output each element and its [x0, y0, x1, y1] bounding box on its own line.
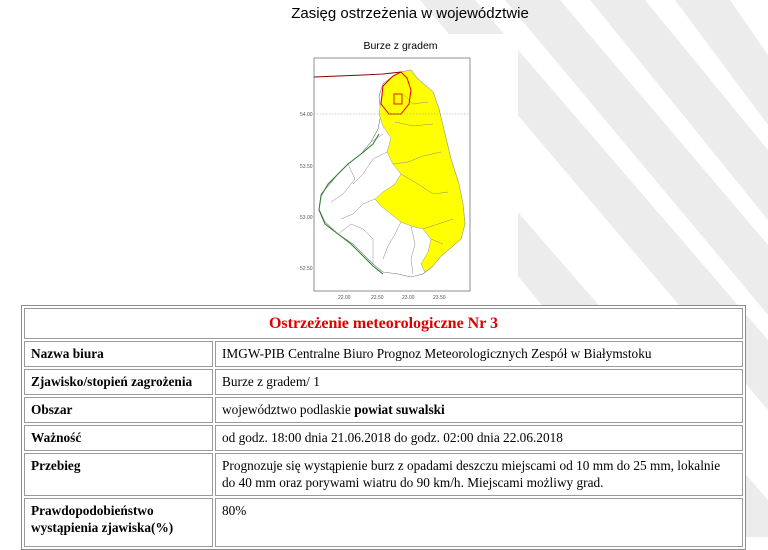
row-label: Obszar — [24, 397, 213, 423]
area-text-bold: powiat suwalski — [354, 402, 445, 417]
lon-tick: 23.50 — [433, 295, 446, 301]
map-title: Burze z gradem — [363, 40, 438, 52]
row-label: Przebieg — [24, 453, 213, 496]
row-value: Burze z gradem/ 1 — [215, 369, 743, 395]
table-row — [24, 341, 743, 367]
row-label: Ważność — [24, 425, 213, 451]
row-value: Prognozuje się wystąpienie burz z opadami deszczu miejscami od 10 mm do 25 mm, lokalnie do 40 mm oraz porywami wiatru do 90 km/h. Miejscami możliwy grad. — [215, 453, 743, 496]
lon-tick: 23.00 — [402, 295, 415, 301]
area-text: województwo podlaskie — [222, 402, 351, 417]
table-row — [24, 369, 743, 395]
lat-tick: 54.00 — [300, 112, 313, 118]
page-title: Zasięg ostrzeżenia w województwie — [291, 5, 529, 22]
table-row — [24, 498, 743, 547]
table-row — [24, 425, 743, 451]
warning-table — [21, 305, 746, 550]
row-value: od godz. 18:00 dnia 21.06.2018 do godz. 02:00 dnia 22.06.2018 — [215, 425, 743, 451]
row-value: 80% — [215, 498, 743, 547]
warning-title: Ostrzeżenie meteorologiczne Nr 3 — [24, 308, 743, 339]
row-value — [215, 397, 743, 423]
lon-tick: 22.50 — [371, 295, 384, 301]
row-value: IMGW-PIB Centralne Biuro Prognoz Meteorologicznych Zespół w Białymstoku — [215, 341, 743, 367]
row-label: Zjawisko/stopień zagrożenia — [24, 369, 213, 395]
warning-title-row — [24, 308, 743, 339]
lat-tick: 53.00 — [300, 215, 313, 221]
row-label: Prawdopodobieństwo wystąpienia zjawiska(%) — [24, 498, 213, 547]
warning-map — [283, 34, 518, 304]
table-row — [24, 397, 743, 423]
table-row — [24, 453, 743, 496]
lat-tick: 53.50 — [300, 164, 313, 170]
lon-tick: 22.00 — [338, 295, 351, 301]
row-label: Nazwa biura — [24, 341, 213, 367]
lat-tick: 52.50 — [300, 266, 313, 272]
